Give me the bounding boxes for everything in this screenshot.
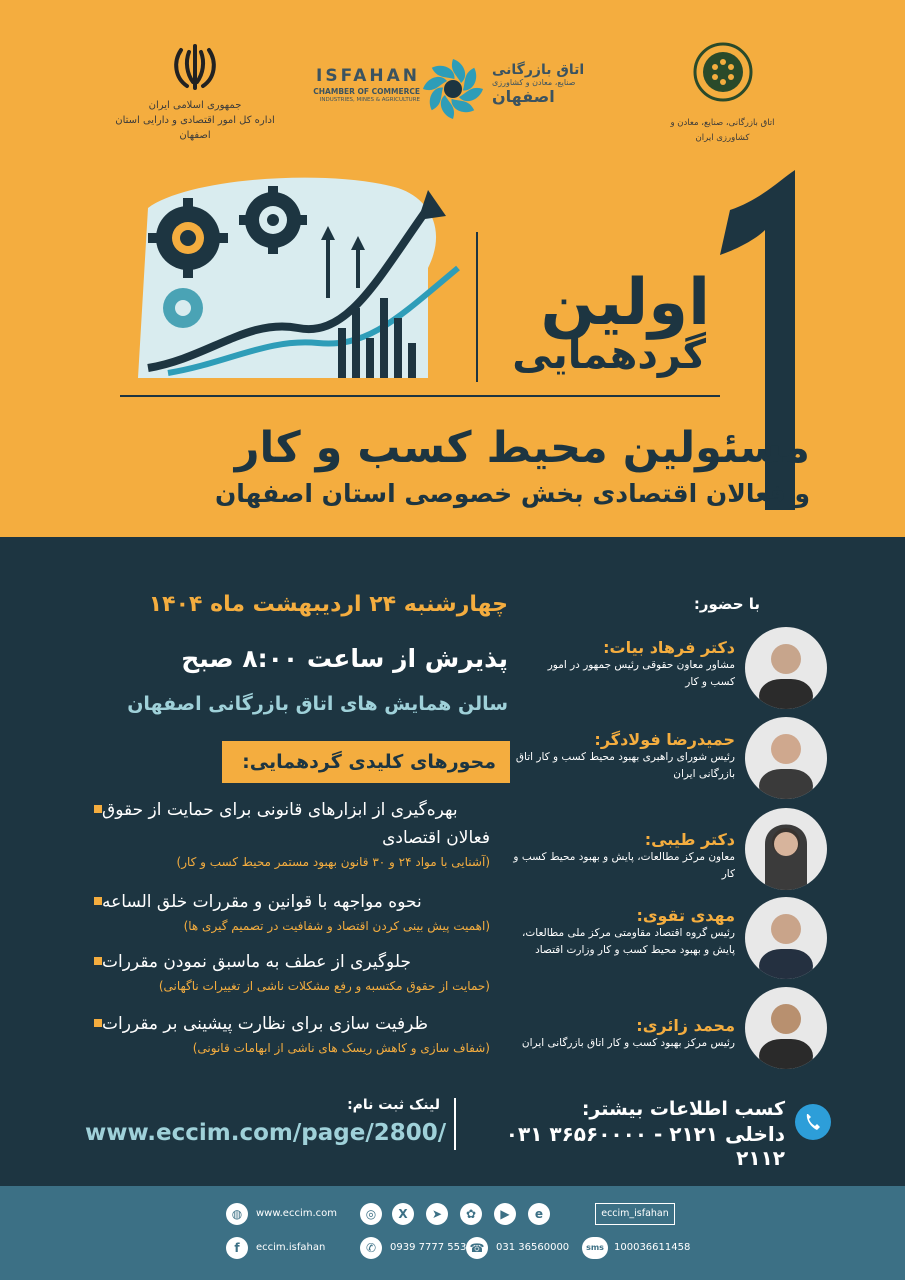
bullet-icon [94, 805, 102, 813]
guest-role: رئیس شورای راهبری بهبود محیط کسب و کار اتاق [515, 751, 735, 763]
guest-name: محمد زائری: [636, 1016, 735, 1035]
bullet-icon [94, 1019, 102, 1027]
gov-logo-line2: اداره کل امور اقتصادی و دارایی استان اصفهان [115, 115, 275, 141]
footer-website[interactable]: www.eccim.com [256, 1208, 338, 1219]
globe-icon: ◍ [226, 1203, 248, 1225]
x-icon[interactable]: X [392, 1203, 414, 1225]
isfahan-fa-title: اتاق بازرگانی [492, 62, 585, 78]
guest-card [510, 638, 735, 691]
guest-card [510, 830, 735, 883]
guest-name: مهدی تقوی: [636, 906, 735, 925]
gov-logo [110, 38, 280, 143]
topic-subtitle: (آشنایی با مواد ۲۴ و ۳۰ قانون بهبود مستمر محیط کسب و کار) [176, 855, 490, 869]
iran-chamber-text: اتاق بازرگانی، صنایع، معادن و کشاورزی ایران [670, 118, 775, 143]
avatar [745, 808, 827, 890]
isfahan-en-subtitle: CHAMBER OF COMMERCE [313, 87, 420, 96]
guest-name: دکتر فرهاد بیات: [603, 638, 735, 657]
sms-icon: sms [582, 1237, 608, 1259]
footer-phone[interactable]: 031 36560000 [496, 1242, 570, 1253]
event-venue: سالن همایش های اتاق بازرگانی اصفهان [127, 693, 508, 715]
footer-whatsapp[interactable]: 0939 7777 553 [390, 1242, 467, 1253]
guest-role: رئیس مرکز بهبود کسب و کار اتاق بازرگانی ایران [521, 1037, 735, 1049]
event-date: چهارشنبه ۲۴ اردیبهشت ماه ۱۴۰۴ [148, 592, 508, 617]
iran-emblem-icon [167, 38, 223, 94]
registration-title: لینک ثبت نام: [347, 1097, 440, 1113]
topic-subtitle: (شفاف سازی و کاهش ریسک های ناشی از ابهامات قانونی) [192, 1041, 490, 1055]
gov-logo-line1: جمهوری اسلامی ایران [148, 100, 242, 111]
eitaa-icon[interactable]: e [528, 1203, 550, 1225]
topic-title: بهره‌گیری از ابزارهای قانونی برای حمایت از حقوق [102, 800, 458, 820]
guest-card [505, 1016, 735, 1052]
guest-name: حمیدرضا فولادگر: [594, 730, 735, 749]
topic-title: جلوگیری از عطف به ماسبق نمودن مقررات [102, 952, 411, 972]
isfahan-fa-city: اصفهان [492, 87, 555, 106]
guest-role-cont: بازرگانی ایران [673, 768, 735, 780]
footer-handle[interactable]: eccim_isfahan [595, 1203, 675, 1225]
guest-card [505, 906, 735, 959]
isfahan-en-small: INDUSTRIES, MINES & AGRICULTURE [319, 97, 420, 103]
footer-sms[interactable]: 100036611458 [614, 1242, 691, 1253]
bullet-icon [94, 897, 102, 905]
avatar [745, 987, 827, 1069]
title-line3: مسئولین محیط کسب و کار [234, 423, 810, 473]
title-line1: اولین [540, 266, 710, 340]
isfahan-en-title: ISFAHAN [316, 66, 420, 86]
guest-role-cont: پایش و بهبود محیط کسب و کار وزارت اقتصاد [535, 944, 735, 956]
instagram-icon[interactable]: ◎ [360, 1203, 382, 1225]
contact-divider [454, 1098, 456, 1150]
avatar [745, 897, 827, 979]
title-divider-horizontal [120, 395, 720, 397]
topic-item [86, 1010, 506, 1058]
person-icon [745, 987, 827, 1069]
person-icon [745, 627, 827, 709]
registration-link[interactable]: www.eccim.com/page/2800/ [85, 1120, 447, 1146]
phone-icon [795, 1104, 831, 1140]
isfahan-chamber-fa [492, 62, 612, 106]
iran-chamber-emblem-icon [691, 40, 755, 104]
telegram-icon[interactable]: ➤ [426, 1203, 448, 1225]
guest-role: رئیس گروه اقتصاد مقاومتی مرکز ملی مطالعات، [521, 927, 735, 939]
aparat-icon[interactable]: ✿ [460, 1203, 482, 1225]
phone-small-icon: ☎ [466, 1237, 488, 1259]
isfahan-chamber-logo-icon [420, 56, 486, 122]
youtube-icon[interactable]: ▶ [494, 1203, 516, 1225]
topic-title: ظرفیت سازی برای نظارت پیشینی بر مقررات [102, 1014, 429, 1034]
title-divider-vertical [476, 232, 478, 382]
header-banner [0, 0, 905, 537]
gear-icon [163, 288, 203, 328]
guests-label: با حضور: [693, 595, 760, 613]
more-info-title: کسب اطلاعات بیشتر: [581, 1098, 785, 1120]
person-icon [745, 897, 827, 979]
growth-illustration [128, 168, 478, 398]
title-line4: و فعالان اقتصادی بخش خصوصی استان اصفهان [214, 479, 810, 508]
guest-role-cont: کسب و کار [685, 676, 735, 688]
event-reception: پذیرش از ساعت ۸:۰۰ صبح [181, 644, 508, 673]
avatar [745, 717, 827, 799]
iran-chamber-logo [665, 40, 780, 146]
topic-subtitle: (اهمیت پیش بینی کردن اقتصاد و شفافیت در تصمیم گیری ها) [183, 919, 490, 933]
whatsapp-icon: ✆ [360, 1237, 382, 1259]
topic-item [86, 796, 506, 872]
topic-title: نحوه مواجهه با قوانین و مقررات خلق الساعه [102, 892, 422, 912]
isfahan-chamber-en [300, 66, 420, 103]
footer-facebook[interactable]: eccim.isfahan [256, 1242, 326, 1253]
footer [0, 1186, 905, 1280]
avatar [745, 627, 827, 709]
big-number-text: ۱ [700, 170, 701, 171]
title-line2: گردهمایی [512, 332, 706, 378]
topic-title-cont: فعالان اقتصادی [382, 828, 490, 848]
guest-role: مشاور معاون حقوقی رئیس جمهور در امور [547, 659, 735, 671]
topic-item [86, 948, 506, 996]
topic-subtitle: (حمایت از حقوق مکتسبه و رفع مشکلات ناشی از تغییرات ناگهانی) [158, 979, 490, 993]
person-icon [745, 808, 827, 890]
isfahan-fa-subtitle: صنایع، معادن و کشاورزی [492, 78, 576, 87]
guest-role: معاون مرکز مطالعات، پایش و بهبود محیط کسب و کار [513, 851, 735, 880]
facebook-icon[interactable]: f [226, 1237, 248, 1259]
person-icon [745, 717, 827, 799]
guest-name: دکتر طیبی: [644, 830, 735, 849]
key-axes-label: محورهای کلیدی گردهمایی: [222, 741, 510, 783]
topic-item [86, 888, 506, 936]
more-info-phone[interactable]: ۰۳۱ ۳۶۵۶۰۰۰۰ داخلی ۲۱۲۱ - ۲۱۱۲ [505, 1122, 785, 1170]
guest-card [510, 730, 735, 783]
bullet-icon [94, 957, 102, 965]
